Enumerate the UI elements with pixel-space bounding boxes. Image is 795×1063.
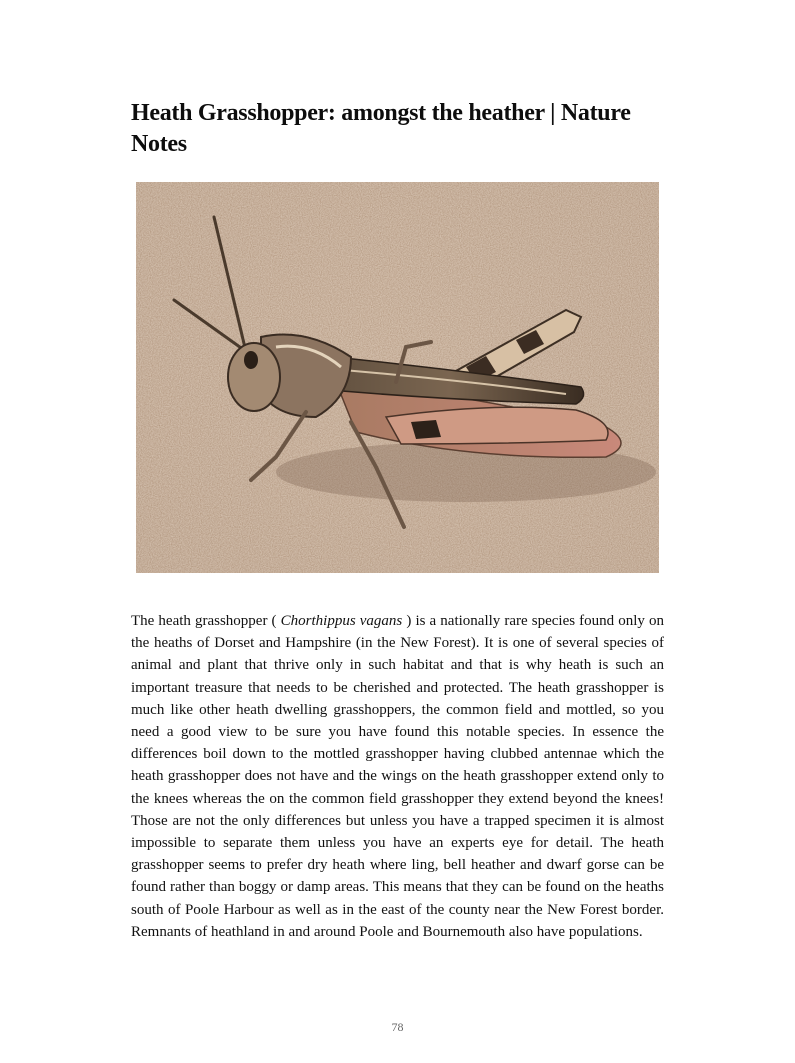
paragraph-intro: The heath grasshopper ( bbox=[131, 613, 277, 629]
paragraph-body: ) is a nationally rare species found only on the heaths of Dorset and Hampshire (in the New Forest). It is one of several species of animal and plant that thrive only in such habitat and that is why heath is such an important treasure that needs to be cherished and protected. The heath grasshopper is much like other heath dwelling grasshoppers, the common field and mottled, so you need a good view to be sure you have found this notable species. In essence the differences boil down to the mottled grasshopper having clubbed antennae which the heath grasshopper does not have and the wings on the heath grasshopper extend only to the knees whereas the on the common field grasshopper they extend beyond the knees! Those are not the only differences but unless you have a trapped specimen it is almost impossible to separate them unless you have an experts eye for detail. The heath grasshopper seems to prefer dry heath where ling, bell heather and dwarf gorse can be found rather than boggy or damp areas. This means that they can be found on the heaths south of Poole Harbour as well as in the east of the county near the New Forest border. Remnants of heathland in and around Poole and Bournemouth also have populations. bbox=[131, 613, 665, 940]
species-name: Chorthippus vagans bbox=[280, 613, 403, 629]
page-number: 78 bbox=[391, 1020, 404, 1034]
page-title: Heath Grasshopper: amongst the heather | Nature Notes bbox=[131, 100, 631, 157]
article-paragraph bbox=[131, 610, 664, 943]
grasshopper-photo bbox=[136, 182, 659, 573]
